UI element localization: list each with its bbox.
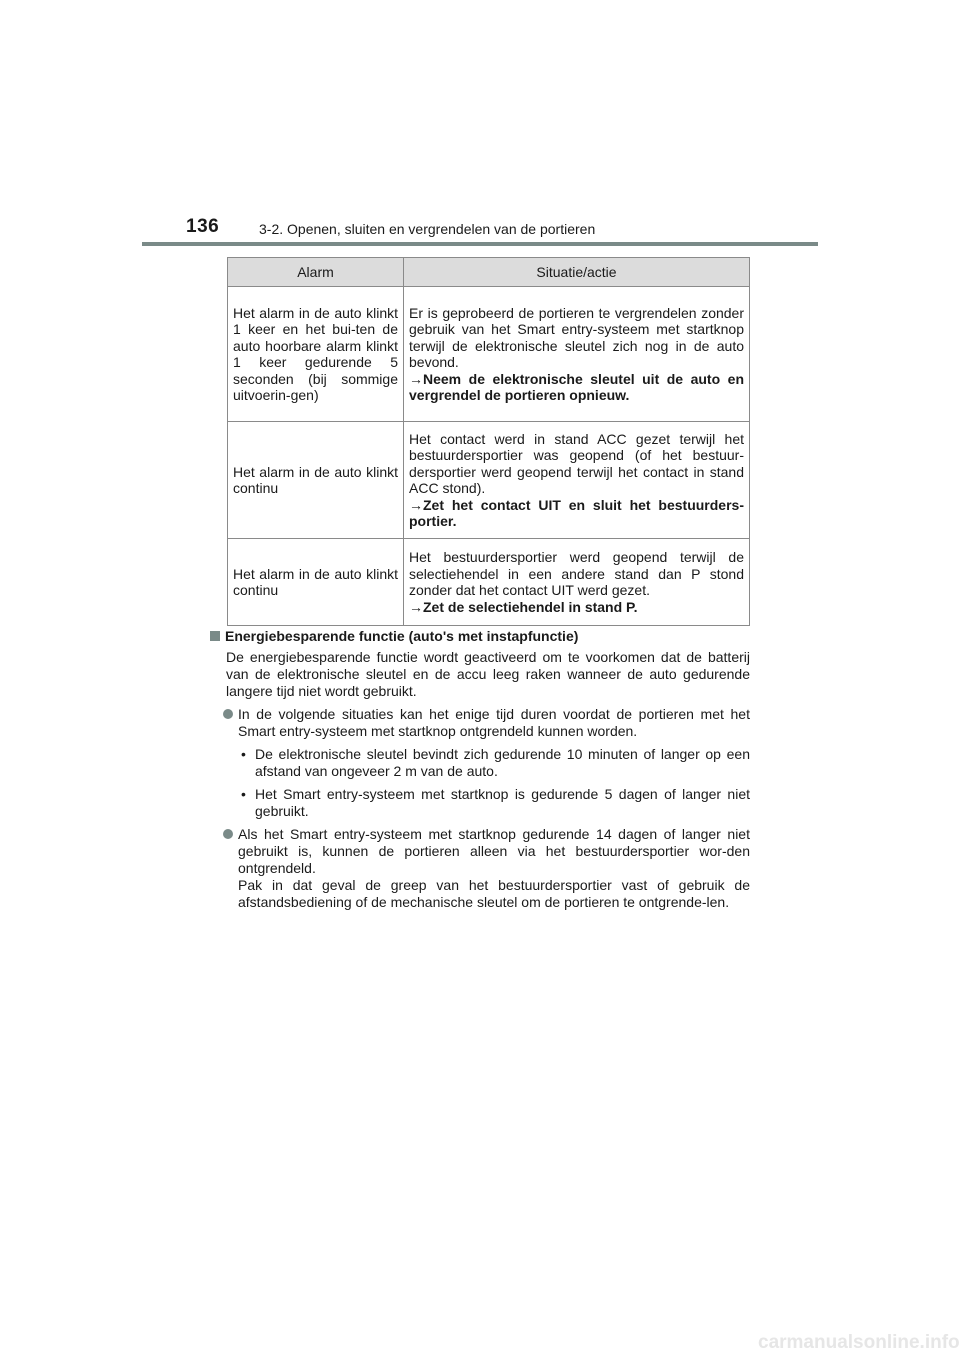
situation-text: Het bestuurdersportier werd geopend terwijl de selectiehendel in een andere stand dan P stond zonder dat het contact UIT werd gezet.	[409, 549, 744, 598]
sub-item-text: De elektronische sleutel bevindt zich gedurende 10 minuten of langer op een afstand van ongeveer 2 m van de auto.	[255, 746, 750, 779]
table-header-row	[228, 258, 750, 287]
sub-list-item	[241, 786, 750, 820]
list-item	[222, 826, 750, 911]
situation-cell	[404, 539, 750, 626]
situation-text: Het contact werd in stand ACC gezet terwijl het bestuurdersportier was geopend (of het bestuur-dersportier werd geopend terwijl het contact in stand ACC stond).	[409, 430, 744, 496]
header-rule	[142, 242, 818, 246]
alarm-cell: Het alarm in de auto klinkt continu	[228, 539, 404, 626]
action-text: →Zet de selectiehendel in stand P.	[409, 598, 638, 615]
section-heading-text: Energiebesparende functie (auto's met instapfunctie)	[225, 628, 579, 644]
alarm-cell: Het alarm in de auto klinkt continu	[228, 422, 404, 539]
bullet-text-part: Als het Smart entry-systeem met startknop gedurende 14 dagen of langer niet gebruikt is, kunnen de portieren alleen via het bestuurdersportier wor-den ontgrendeld.	[238, 826, 750, 876]
bullet-text: In de volgende situaties kan het enige tijd duren voordat de portieren met het Smart entry-systeem met startknop ontgrendeld kunnen worden.	[238, 706, 750, 739]
circle-bullet-icon	[223, 829, 233, 839]
page-number: 136	[186, 216, 220, 237]
column-header-alarm: Alarm	[228, 258, 404, 287]
arrow-icon: →	[409, 496, 423, 513]
arrow-icon: →	[409, 598, 423, 615]
situation-cell	[404, 422, 750, 539]
intro-paragraph: De energiebesparende functie wordt geactiveerd om te voorkomen dat de batterij van de elektronische sleutel en de accu leeg raken wanneer de auto gedurende langere tijd niet wordt gebruikt.	[226, 649, 750, 699]
circle-bullet-icon	[223, 709, 233, 719]
situation-cell	[404, 287, 750, 422]
list-item	[222, 706, 750, 740]
bullet-dot-icon: •	[241, 746, 246, 762]
sub-list-item	[241, 746, 750, 780]
square-bullet-icon	[210, 631, 220, 641]
situation-text: Er is geprobeerd de portieren te vergrendelen zonder gebruik van het Smart entry-systeem met startknop terwijl de elektronische sleutel zich nog in de auto bevond.	[409, 304, 744, 370]
table-row	[228, 422, 750, 539]
arrow-icon: →	[409, 370, 423, 387]
table-row	[228, 287, 750, 422]
action-text: →Neem de elektronische sleutel uit de auto en vergrendel de portieren opnieuw.	[409, 370, 744, 403]
bullet-text	[238, 826, 750, 911]
action-text: →Zet het contact UIT en sluit het bestuurders-portier.	[409, 496, 744, 529]
table-row	[228, 539, 750, 626]
bullet-dot-icon: •	[241, 786, 246, 802]
column-header-situation: Situatie/actie	[404, 258, 750, 287]
bullet-text-continuation: Pak in dat geval de greep van het bestuurdersportier vast of gebruik de afstandsbediening of de mechanische sleutel om de portieren te ontgrende-len.	[238, 877, 750, 910]
energy-saving-section	[210, 628, 750, 911]
alarm-table	[227, 257, 750, 626]
watermark: carmanualsonline.info	[758, 1332, 960, 1353]
alarm-cell: Het alarm in de auto klinkt 1 keer en het bui-ten de auto hoorbare alarm klinkt 1 keer gedurende 5 seconden (bij sommige uitvoerin-gen)	[228, 287, 404, 422]
sub-item-text: Het Smart entry-systeem met startknop is gedurende 5 dagen of langer niet gebruikt.	[255, 786, 750, 819]
section-title: 3-2. Openen, sluiten en vergrendelen van de portieren	[259, 221, 596, 237]
section-heading	[210, 628, 750, 645]
